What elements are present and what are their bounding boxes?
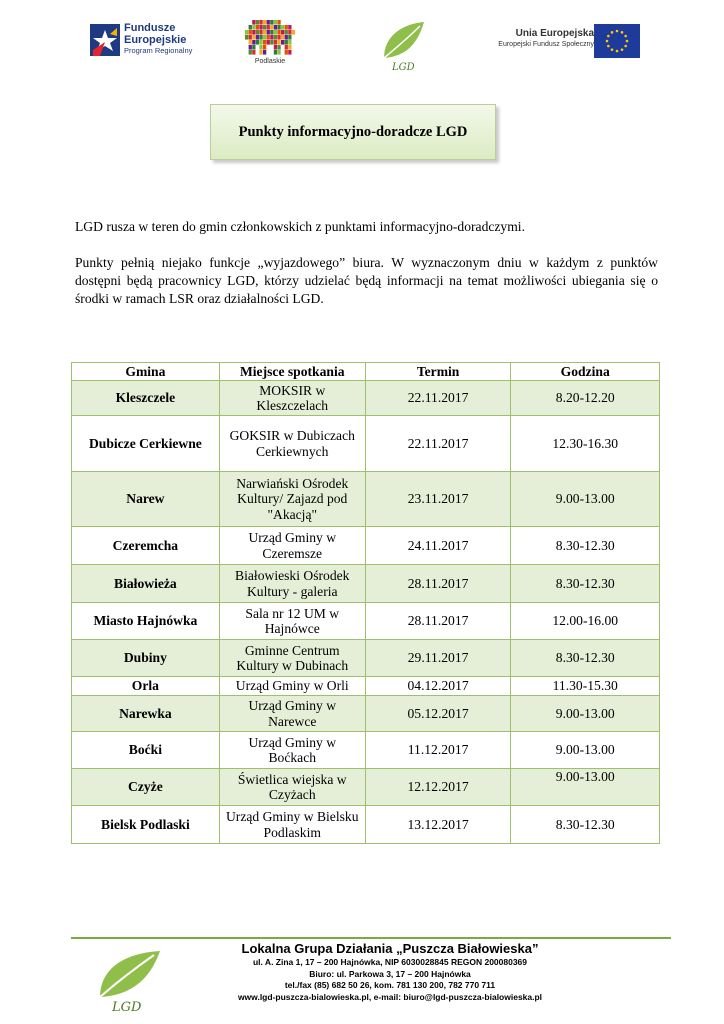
fundusze-europejskie-logo	[90, 20, 210, 68]
fe-line2: Europejskie	[124, 34, 187, 46]
cell-gmina: Orla	[72, 677, 220, 696]
cell-gmina: Czyże	[72, 769, 220, 806]
cell-termin: 22.11.2017	[365, 381, 511, 416]
cell-godzina: 12.30-16.30	[511, 416, 660, 472]
cell-gmina: Bielsk Podlaski	[72, 806, 220, 844]
footer-divider	[71, 937, 671, 939]
table-row	[72, 677, 660, 696]
footer-address: ul. A. Zina 1, 17 – 200 Hajnówka, NIP 6030028845 REGON 200080369	[252, 957, 528, 967]
cell-gmina: Miasto Hajnówka	[72, 603, 220, 640]
cell-miejsce: Urząd Gminy w Bielsku Podlaskim	[219, 806, 365, 844]
cell-termin: 13.12.2017	[365, 806, 511, 844]
header-logos	[0, 16, 724, 76]
cell-termin: 11.12.2017	[365, 732, 511, 769]
cell-termin: 04.12.2017	[365, 677, 511, 696]
cell-godzina: 9.00-13.00	[511, 472, 660, 527]
ue-line1: Unia Europejska	[515, 28, 594, 39]
svg-text:LGD: LGD	[392, 62, 415, 73]
cell-godzina: 9.00-13.00	[511, 769, 660, 806]
cell-termin: 24.11.2017	[365, 527, 511, 565]
header-godzina: Godzina	[511, 363, 660, 381]
header-miejsce: Miejsce spotkania	[219, 363, 365, 381]
cell-gmina: Dubiny	[72, 640, 220, 677]
footer-office: Biuro: ul. Parkowa 3, 17 – 200 Hajnówka	[309, 968, 471, 979]
cell-termin: 22.11.2017	[365, 416, 511, 472]
cell-godzina: 8.30-12.30	[511, 565, 660, 603]
cell-miejsce: Gminne Centrum Kultury w Dubinach	[219, 640, 365, 677]
cell-godzina: 8.30-12.30	[511, 527, 660, 565]
cell-termin: 29.11.2017	[365, 640, 511, 677]
cell-miejsce: Sala nr 12 UM w Hajnówce	[219, 603, 365, 640]
table-row	[72, 732, 660, 769]
title-box	[210, 104, 496, 160]
table-row	[72, 527, 660, 565]
cell-miejsce: Urząd Gminy w Boćkach	[219, 732, 365, 769]
table-header-row	[72, 363, 660, 381]
footer-web-email: www.lgd-puszcza-bialowieska.pl, e-mail: biuro@lgd-puszcza-bialowieska.pl	[237, 991, 543, 1002]
header-gmina: Gmina	[72, 363, 220, 381]
fe-line1: Fundusze	[124, 22, 176, 34]
footer-org-name: Lokalna Grupa Działania „Puszcza Białowieska”	[241, 941, 539, 956]
footer-contact	[180, 940, 600, 1003]
podlaskie-logo	[244, 20, 314, 70]
table-row	[72, 806, 660, 844]
schedule-table	[71, 362, 660, 844]
podlaskie-bison-icon	[244, 20, 296, 60]
fe-line3: Program Regionalny	[124, 46, 193, 55]
cell-gmina: Narewka	[72, 696, 220, 732]
table-row	[72, 565, 660, 603]
footer-lgd-leaf-icon	[92, 945, 164, 1019]
cell-godzina: 8.30-12.30	[511, 640, 660, 677]
cell-termin: 28.11.2017	[365, 603, 511, 640]
cell-godzina: 12.00-16.00	[511, 603, 660, 640]
cell-godzina: 8.20-12.20	[511, 381, 660, 416]
intro-paragraph: LGD rusza w teren do gmin członkowskich z punktami informacyjno-doradczymi.	[75, 219, 525, 234]
podlaskie-label: Podlaskie	[254, 58, 286, 65]
table-row	[72, 696, 660, 732]
cell-godzina: 9.00-13.00	[511, 732, 660, 769]
cell-termin: 28.11.2017	[365, 565, 511, 603]
cell-miejsce: MOKSIR w Kleszczelach	[219, 381, 365, 416]
cell-gmina: Czeremcha	[72, 527, 220, 565]
description-paragraph: Punkty pełnią niejako funkcje „wyjazdowego” biura. W wyznaczonym dniu w każdym z punktów dostępni będą pracownicy LGD, którzy udzielać będą informacji na temat możliwości ubiegania się o środki w ramach LSR oraz działalności LGD.	[75, 255, 658, 306]
fundusze-europejskie-star-icon	[90, 22, 120, 58]
cell-miejsce: Urząd Gminy w Czeremsze	[219, 527, 365, 565]
page-title: Punkty informacyjno-doradcze LGD	[238, 123, 468, 140]
cell-gmina: Białowieża	[72, 565, 220, 603]
cell-termin: 12.12.2017	[365, 769, 511, 806]
footer-phone: tel./fax (85) 682 50 26, kom. 781 130 200, 782 770 711	[284, 980, 496, 990]
lgd-leaf-logo	[378, 18, 428, 74]
table-row	[72, 640, 660, 677]
cell-gmina: Boćki	[72, 732, 220, 769]
header-termin: Termin	[365, 363, 511, 381]
cell-termin: 05.12.2017	[365, 696, 511, 732]
cell-miejsce: Świetlica wiejska w Czyżach	[219, 769, 365, 806]
cell-gmina: Kleszczele	[72, 381, 220, 416]
eu-flag-icon	[594, 24, 640, 58]
ue-line2: Europejski Fundusz Społeczny	[498, 41, 594, 48]
table-row	[72, 603, 660, 640]
cell-gmina: Narew	[72, 472, 220, 527]
table-row	[72, 472, 660, 527]
cell-miejsce: GOKSIR w Dubiczach Cerkiewnych	[219, 416, 365, 472]
cell-godzina: 9.00-13.00	[511, 696, 660, 732]
table-row	[72, 416, 660, 472]
table-row	[72, 769, 660, 806]
cell-gmina: Dubicze Cerkiewne	[72, 416, 220, 472]
cell-termin: 23.11.2017	[365, 472, 511, 527]
cell-godzina: 8.30-12.30	[511, 806, 660, 844]
svg-text:LGD: LGD	[112, 1000, 142, 1015]
table-row	[72, 381, 660, 416]
cell-miejsce: Urząd Gminy w Narewce	[219, 696, 365, 732]
cell-miejsce: Urząd Gminy w Orli	[219, 677, 365, 696]
cell-miejsce: Białowieski Ośrodek Kultury - galeria	[219, 565, 365, 603]
cell-godzina: 11.30-15.30	[511, 677, 660, 696]
cell-miejsce: Narwiański Ośrodek Kultury/ Zajazd pod "Akacją"	[219, 472, 365, 527]
unia-europejska-logo	[470, 24, 650, 64]
leaf-icon	[378, 18, 428, 74]
